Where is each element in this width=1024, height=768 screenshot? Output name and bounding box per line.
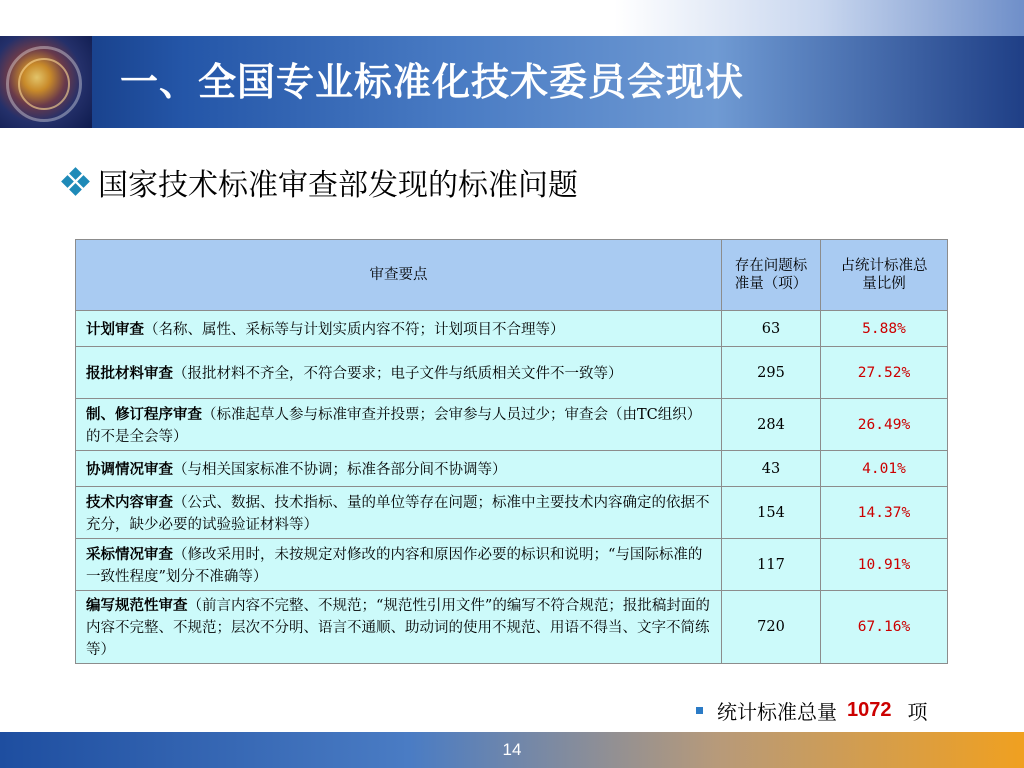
table-row (76, 451, 948, 487)
ratio-cell: 67.16% (821, 591, 948, 664)
header-ratio: 占统计标准总量比例 (821, 240, 948, 311)
square-bullet-icon (696, 707, 703, 714)
review-point-cell (76, 591, 722, 664)
table-row (76, 487, 948, 539)
review-point-title: 采标情况审查 (86, 546, 173, 563)
issues-table (75, 239, 948, 664)
problem-count-cell: 295 (722, 347, 821, 399)
ratio-cell: 26.49% (821, 399, 948, 451)
review-point-detail: （名称、属性、采标等与计划实质内容不符；计划项目不合理等） (144, 321, 565, 338)
review-point-title: 计划审查 (86, 321, 144, 338)
review-point-cell (76, 539, 722, 591)
total-note (696, 694, 928, 726)
table-row (76, 539, 948, 591)
review-point-title: 技术内容审查 (86, 494, 173, 511)
review-point-title: 报批材料审查 (86, 365, 173, 382)
slide-title: 一、全国专业标准化技术委员会现状 (120, 60, 745, 104)
table-header-row (76, 240, 948, 311)
problem-count-cell: 63 (722, 311, 821, 347)
logo-inner-ring (18, 58, 70, 110)
review-point-cell (76, 311, 722, 347)
top-strip (0, 0, 1024, 36)
total-value: 1072 (847, 698, 892, 721)
table-row (76, 311, 948, 347)
total-unit: 项 (907, 699, 928, 724)
review-point-title: 协调情况审查 (86, 461, 173, 478)
problem-count-cell: 154 (722, 487, 821, 539)
total-label: 统计标准总量 (717, 699, 837, 724)
review-point-title: 编写规范性审查 (86, 598, 188, 614)
table-body (76, 311, 948, 664)
review-point-title: 制、修订程序审查 (86, 406, 202, 423)
review-point-detail: （与相关国家标准不协调；标准各部分间不协调等） (173, 461, 507, 478)
problem-count-cell: 720 (722, 591, 821, 664)
diamond-bullet-icon (62, 168, 90, 196)
ratio-cell: 14.37% (821, 487, 948, 539)
review-point-cell (76, 399, 722, 451)
table-row (76, 347, 948, 399)
review-point-detail: （标准起草人参与标准审查并投票；会审参与人员过少；审查会（由TC组织）的不是全会等） (86, 406, 702, 445)
review-point-detail: （修改采用时，未按规定对修改的内容和原因作必要的标识和说明；“与国际标准的一致性程度”划分不准确等） (86, 546, 703, 585)
page-number: 14 (502, 740, 522, 759)
header-problem-count: 存在问题标准量（项） (722, 240, 821, 311)
problem-count-cell: 43 (722, 451, 821, 487)
review-point-detail: （前言内容不完整、不规范；“规范性引用文件”的编写不符合规范；报批稿封面的内容不完整、不规范；层次不分明、语言不通顺、助动词的使用不规范、用语不得当、文字不简练等） (86, 598, 710, 658)
ratio-cell: 4.01% (821, 451, 948, 487)
ratio-cell: 5.88% (821, 311, 948, 347)
review-point-cell (76, 487, 722, 539)
problem-count-cell: 117 (722, 539, 821, 591)
review-point-cell (76, 451, 722, 487)
footer-bar (0, 732, 1024, 768)
table-row (76, 591, 948, 664)
review-point-detail: （报批材料不齐全，不符合要求；电子文件与纸质相关文件不一致等） (173, 365, 623, 382)
ratio-cell: 27.52% (821, 347, 948, 399)
subtitle-bullet (62, 160, 578, 204)
subtitle-text: 国家技术标准审查部发现的标准问题 (98, 168, 578, 203)
problem-count-cell: 284 (722, 399, 821, 451)
review-point-cell (76, 347, 722, 399)
ratio-cell: 10.91% (821, 539, 948, 591)
review-point-detail: （公式、数据、技术指标、量的单位等存在问题；标准中主要技术内容确定的依据不充分，缺少必要的试验验证材料等） (86, 494, 710, 533)
globe-logo-icon (0, 36, 92, 128)
table-row (76, 399, 948, 451)
header-review-point: 审查要点 (76, 240, 722, 311)
